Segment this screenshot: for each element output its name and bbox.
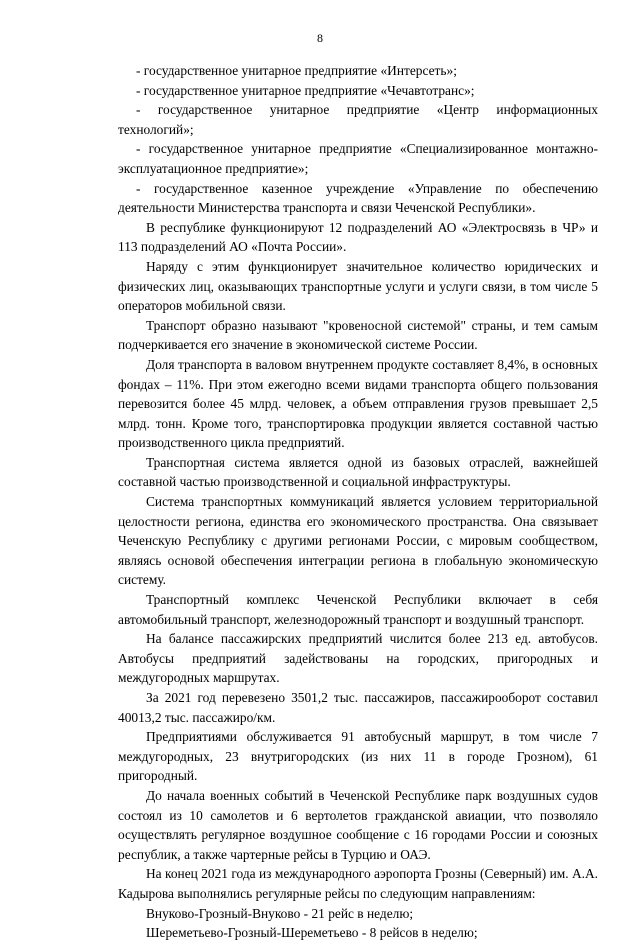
paragraph: За 2021 год перевезено 3501,2 тыс. пассажиров, пассажирооборот составил 40013,2 тыс. пассажиро/км.: [118, 690, 598, 725]
paragraph: Внуково-Грозный-Внуково - 21 рейс в неделю;: [146, 905, 414, 921]
document-body: [118, 61, 598, 943]
page-number: 8: [317, 31, 323, 45]
paragraph: Предприятиями обслуживается 91 автобусный маршрут, в том числе 7 междугородных, 23 внутригородских (из них 11 в городе Грозном), 61 пригородный.: [118, 729, 598, 784]
paragraph: Транспорт образно называют "кровеносной системой" страны, и тем самым подчеркивается его значение в экономической системе России.: [118, 317, 598, 353]
paragraph: Транспортный комплекс Чеченской Республики включает в себя автомобильный транспорт, железнодорожный транспорт и воздушный транспорт.: [118, 592, 598, 627]
paragraph: Доля транспорта в валовом внутреннем продукте составляет 8,4%, в основных фондах – 11%. При этом ежегодно всеми видами транспорта общего пользования перевозится более 45 млрд. человек, а объем отправления грузов превышает 2,5 млрд. тонн. Кроме того, транспортировка продукции является составной частью производственного цикла предприятий.: [118, 356, 598, 451]
paragraph: Система транспортных коммуникаций является условием территориальной целостности региона, единства его экономического пространства. Она связывает Чеченскую Республику с другими регионами России, с мировым сообществом, являясь основой обеспечения интеграции региона в глобальную экономическую систему.: [118, 494, 598, 588]
paragraph: На конец 2021 года из международного аэропорта Грозны (Северный) им. А.А. Кадырова выполнялись регулярные рейсы по следующим направлениям:: [118, 866, 598, 901]
list-item: - государственное унитарное предприятие «Чечавтотранс»;: [136, 82, 475, 98]
list-item: - государственное казенное учреждение «Управление по обеспечению деятельности Министерства транспорта и связи Чеченской Республики».: [118, 180, 598, 216]
paragraph: На балансе пассажирских предприятий числится более 213 ед. автобусов. Автобусы предприятий задействованы на городских, пригородных и междугородных маршрутах.: [118, 631, 598, 686]
paragraph: До начала военных событий в Чеченской Республике парк воздушных судов состоял из 10 самолетов и 6 вертолетов гражданской авиации, что позволяло осуществлять регулярное воздушное сообщение с 16 городами России и союзных республик, а также чартерные рейсы в Турцию и ОАЭ.: [118, 787, 598, 862]
list-item: - государственное унитарное предприятие «Интерсеть»;: [136, 63, 457, 78]
list-item: - государственное унитарное предприятие «Специализированное монтажно-эксплуатационное предприятие»;: [118, 141, 598, 176]
paragraph: Шереметьево-Грозный-Шереметьево - 8 рейсов в неделю;: [146, 925, 478, 941]
list-item: - государственное унитарное предприятие «Центр информационных технологий»;: [118, 102, 598, 137]
paragraph: Наряду с этим функционирует значительное количество юридических и физических лиц, оказывающих транспортные услуги и услуги связи, в том числе 5 операторов мобильной связи.: [118, 258, 598, 314]
paragraph: В республике функционируют 12 подразделений АО «Электросвязь в ЧР» и 113 подразделений АО «Почта России».: [118, 219, 598, 255]
paragraph: Транспортная система является одной из базовых отраслей, важнейшей составной частью производственной и социальной инфраструктуры.: [118, 454, 598, 490]
